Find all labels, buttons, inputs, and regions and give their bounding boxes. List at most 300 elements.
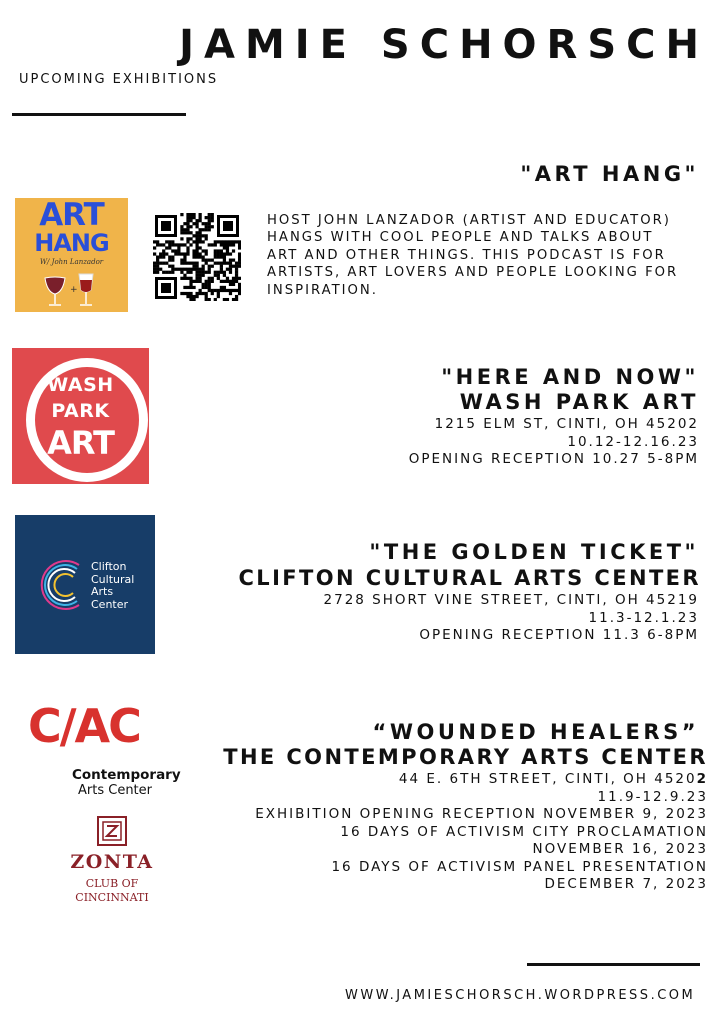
qr-module xyxy=(195,295,198,298)
qr-module xyxy=(232,259,235,262)
qr-module xyxy=(229,262,232,265)
qr-module xyxy=(217,262,220,265)
qr-module xyxy=(214,262,217,265)
here-and-now-venue: WASH PARK ART xyxy=(459,390,699,414)
qr-module xyxy=(195,274,198,277)
qr-module xyxy=(153,246,156,249)
qr-module xyxy=(205,295,208,298)
qr-module xyxy=(171,259,174,262)
qr-module xyxy=(202,228,205,231)
qr-module xyxy=(195,268,198,271)
qr-module xyxy=(165,271,168,274)
qr-module xyxy=(223,255,226,258)
qr-module xyxy=(223,243,226,246)
qr-module xyxy=(208,219,211,222)
qr-module xyxy=(214,249,217,252)
qr-module xyxy=(199,240,202,243)
zonta-club-logo xyxy=(60,815,164,911)
qr-module xyxy=(195,222,198,225)
qr-module xyxy=(232,280,235,283)
qr-module xyxy=(195,240,198,243)
qr-module xyxy=(159,268,162,271)
qr-module xyxy=(229,259,232,262)
qr-module xyxy=(192,252,195,255)
qr-module xyxy=(183,268,186,271)
qr-module xyxy=(205,234,208,237)
qr-module xyxy=(180,225,183,228)
qr-module xyxy=(202,240,205,243)
qr-module xyxy=(235,280,238,283)
qr-module xyxy=(195,277,198,280)
qr-module xyxy=(205,228,208,231)
qr-module xyxy=(229,252,232,255)
qr-module xyxy=(199,213,202,216)
qr-module xyxy=(229,271,232,274)
qr-module xyxy=(168,243,171,246)
qr-module xyxy=(217,240,220,243)
qr-module xyxy=(180,243,183,246)
golden-ticket-details xyxy=(324,592,699,645)
qr-module xyxy=(235,262,238,265)
golden-ticket-reception: OPENING RECEPTION 11.3 6-8PM xyxy=(419,627,699,644)
wounded-healers-address xyxy=(255,771,708,789)
qr-module xyxy=(199,271,202,274)
qr-module xyxy=(205,252,208,255)
qr-module xyxy=(195,237,198,240)
art-hang-qr-code[interactable] xyxy=(153,213,241,301)
cac-logo-mark: C/AC xyxy=(28,699,140,753)
qr-module xyxy=(226,249,229,252)
qr-module xyxy=(229,292,232,295)
qr-module xyxy=(180,231,183,234)
qr-module xyxy=(189,271,192,274)
qr-module xyxy=(186,295,189,298)
qr-module xyxy=(208,259,211,262)
qr-module xyxy=(174,243,177,246)
qr-module xyxy=(199,252,202,255)
qr-module xyxy=(217,289,220,292)
qr-module xyxy=(205,222,208,225)
qr-module xyxy=(192,262,195,265)
wounded-healers-details xyxy=(255,771,708,894)
qr-module xyxy=(220,265,223,268)
qr-module xyxy=(168,246,171,249)
qr-module xyxy=(171,243,174,246)
qr-module xyxy=(199,268,202,271)
qr-module xyxy=(211,265,214,268)
qr-module xyxy=(208,289,211,292)
qr-module xyxy=(186,228,189,231)
wounded-healers-venue: THE CONTEMPORARY ARTS CENTER xyxy=(223,745,708,769)
qr-module xyxy=(174,268,177,271)
qr-module xyxy=(235,289,238,292)
qr-module xyxy=(162,243,165,246)
wounded-healers-line2: 16 DAYS OF ACTIVISM CITY PROCLAMATION xyxy=(340,823,708,840)
qr-module xyxy=(226,277,229,280)
qr-module xyxy=(205,298,208,301)
qr-module xyxy=(189,213,192,216)
qr-module xyxy=(189,225,192,228)
qr-module xyxy=(223,240,226,243)
qr-module xyxy=(238,286,241,289)
qr-module xyxy=(186,262,189,265)
qr-module xyxy=(235,268,238,271)
qr-module xyxy=(189,298,192,301)
qr-module xyxy=(232,243,235,246)
qr-module xyxy=(192,240,195,243)
qr-module xyxy=(205,216,208,219)
qr-module xyxy=(208,265,211,268)
wash-park-logo-line1: WASH xyxy=(47,374,114,396)
qr-module xyxy=(183,243,186,246)
clifton-logo-line3: Arts xyxy=(91,585,114,599)
qr-module xyxy=(186,249,189,252)
qr-module xyxy=(220,262,223,265)
qr-module xyxy=(229,240,232,243)
qr-module xyxy=(202,249,205,252)
qr-module xyxy=(186,271,189,274)
qr-module xyxy=(211,219,214,222)
qr-module xyxy=(238,252,241,255)
qr-module xyxy=(226,252,229,255)
qr-module xyxy=(180,237,183,240)
qr-module xyxy=(177,268,180,271)
qr-module xyxy=(235,295,238,298)
qr-module xyxy=(186,219,189,222)
qr-module xyxy=(186,216,189,219)
qr-module xyxy=(208,243,211,246)
art-hang-logo xyxy=(15,198,128,312)
qr-module xyxy=(223,298,226,301)
qr-module xyxy=(186,286,189,289)
qr-module xyxy=(232,289,235,292)
qr-module xyxy=(192,216,195,219)
qr-module xyxy=(156,255,159,258)
qr-module xyxy=(162,255,165,258)
qr-module xyxy=(159,262,162,265)
qr-module xyxy=(195,225,198,228)
qr-module xyxy=(192,298,195,301)
qr-module xyxy=(174,252,177,255)
qr-module xyxy=(238,292,241,295)
qr-module xyxy=(183,231,186,234)
wine-glasses-icon xyxy=(15,270,128,310)
qr-module xyxy=(195,262,198,265)
qr-module xyxy=(171,249,174,252)
wounded-healers-line5: DECEMBER 7, 2023 xyxy=(544,876,708,893)
qr-module xyxy=(205,249,208,252)
qr-module xyxy=(220,255,223,258)
qr-module xyxy=(189,268,192,271)
art-hang-logo-line2: HANG xyxy=(34,229,109,257)
wash-park-logo-line3: ART xyxy=(47,424,114,462)
qr-module xyxy=(229,265,232,268)
qr-module xyxy=(226,298,229,301)
zonta-emblem-icon xyxy=(96,815,128,847)
qr-module xyxy=(162,252,165,255)
qr-module xyxy=(180,228,183,231)
qr-module xyxy=(226,243,229,246)
qr-module xyxy=(180,268,183,271)
qr-module xyxy=(199,255,202,258)
contemporary-arts-center-logo xyxy=(28,699,198,801)
qr-module xyxy=(195,231,198,234)
qr-module xyxy=(192,268,195,271)
qr-module xyxy=(202,271,205,274)
qr-module xyxy=(165,240,168,243)
wounded-healers-line1: EXHIBITION OPENING RECEPTION NOVEMBER 9, 2023 xyxy=(255,806,708,823)
qr-module xyxy=(220,268,223,271)
qr-module xyxy=(199,231,202,234)
qr-module xyxy=(153,271,156,274)
golden-ticket-venue: CLIFTON CULTURAL ARTS CENTER xyxy=(238,566,701,590)
qr-module xyxy=(195,249,198,252)
qr-module xyxy=(195,252,198,255)
qr-module xyxy=(208,271,211,274)
qr-module xyxy=(171,268,174,271)
here-and-now-title: "HERE AND NOW" xyxy=(441,365,699,389)
qr-module xyxy=(195,234,198,237)
qr-module xyxy=(156,268,159,271)
golden-ticket-address: 2728 SHORT VINE STREET, CINTI, OH 45219 xyxy=(323,592,699,608)
qr-module xyxy=(202,255,205,258)
qr-module xyxy=(180,277,183,280)
qr-module xyxy=(208,228,211,231)
qr-module xyxy=(229,268,232,271)
wounded-healers-title: “WOUNDED HEALERS” xyxy=(372,720,699,744)
qr-module xyxy=(238,265,241,268)
qr-module xyxy=(183,255,186,258)
wounded-healers-line4: 16 DAYS OF ACTIVISM PANEL PRESENTATION xyxy=(331,858,708,875)
qr-module xyxy=(232,249,235,252)
website-link[interactable]: WWW.JAMIESCHORSCH.WORDPRESS.COM xyxy=(345,988,696,1003)
qr-module xyxy=(153,252,156,255)
qr-module xyxy=(195,271,198,274)
qr-module xyxy=(220,249,223,252)
qr-module xyxy=(208,222,211,225)
qr-module xyxy=(211,259,214,262)
qr-module xyxy=(211,292,214,295)
qr-module xyxy=(189,219,192,222)
qr-module xyxy=(177,246,180,249)
page-subtitle: UPCOMING EXHIBITIONS xyxy=(19,72,219,87)
qr-module xyxy=(202,234,205,237)
qr-module xyxy=(217,271,220,274)
qr-module xyxy=(235,277,238,280)
clifton-logo-line1: Clifton xyxy=(91,560,127,573)
clifton-logo-line4: Center xyxy=(91,597,129,611)
qr-module xyxy=(180,213,183,216)
qr-module xyxy=(189,277,192,280)
here-and-now-address: 1215 ELM ST, CINTI, OH 45202 xyxy=(434,416,699,432)
qr-module xyxy=(171,271,174,274)
svg-text:+: + xyxy=(70,285,78,295)
clifton-arcs-icon xyxy=(35,555,95,615)
art-hang-description: HOST JOHN LANZADOR (ARTIST AND EDUCATOR) HANGS WITH COOL PEOPLE AND TALKS ABOUT ART AND OTHER THINGS. THIS PODCAST IS FOR ARTISTS, ART LOVERS AND PEOPLE LOOKING FOR INSPIRATION. xyxy=(267,213,679,298)
qr-module xyxy=(208,280,211,283)
wounded-healers-address-last: 2 xyxy=(696,771,708,787)
qr-module xyxy=(202,286,205,289)
qr-module xyxy=(208,216,211,219)
qr-module xyxy=(153,262,156,265)
qr-module xyxy=(217,292,220,295)
qr-module xyxy=(214,274,217,277)
qr-module xyxy=(235,298,238,301)
qr-module xyxy=(202,265,205,268)
qr-module xyxy=(214,298,217,301)
qr-module xyxy=(211,243,214,246)
qr-module xyxy=(226,268,229,271)
qr-module xyxy=(238,243,241,246)
qr-module xyxy=(235,240,238,243)
qr-module xyxy=(180,252,183,255)
qr-module xyxy=(214,289,217,292)
qr-module xyxy=(183,222,186,225)
qr-module xyxy=(186,246,189,249)
qr-module xyxy=(226,280,229,283)
art-hang-title: "ART HANG" xyxy=(520,162,699,186)
qr-module xyxy=(168,255,171,258)
qr-module xyxy=(192,222,195,225)
qr-module xyxy=(168,265,171,268)
qr-module xyxy=(180,292,183,295)
qr-module xyxy=(189,231,192,234)
qr-module xyxy=(208,283,211,286)
qr-module xyxy=(183,228,186,231)
wounded-healers-line3: NOVEMBER 16, 2023 xyxy=(532,841,708,858)
qr-module xyxy=(214,240,217,243)
qr-module xyxy=(189,216,192,219)
qr-module xyxy=(199,274,202,277)
qr-module xyxy=(192,295,195,298)
qr-module xyxy=(229,280,232,283)
qr-module xyxy=(183,252,186,255)
qr-module xyxy=(168,259,171,262)
qr-module xyxy=(199,237,202,240)
qr-module xyxy=(192,265,195,268)
qr-module xyxy=(156,240,159,243)
zonta-line2: CINCINNATI xyxy=(75,891,149,904)
qr-module xyxy=(171,255,174,258)
footer-divider xyxy=(527,963,700,966)
qr-module xyxy=(171,265,174,268)
qr-module xyxy=(177,252,180,255)
art-hang-logo-line1: ART xyxy=(39,198,104,233)
header-divider xyxy=(12,113,186,116)
qr-code-icon xyxy=(153,213,241,301)
qr-module xyxy=(186,225,189,228)
golden-ticket-dates: 11.3-12.1.23 xyxy=(588,609,699,626)
qr-module xyxy=(202,292,205,295)
qr-module xyxy=(238,289,241,292)
qr-module xyxy=(205,271,208,274)
qr-module xyxy=(186,268,189,271)
qr-module xyxy=(220,289,223,292)
qr-module xyxy=(232,283,235,286)
qr-module xyxy=(199,216,202,219)
qr-module xyxy=(156,243,159,246)
qr-module xyxy=(199,292,202,295)
wash-park-logo-line2: PARK xyxy=(51,400,110,422)
qr-module xyxy=(238,283,241,286)
qr-module xyxy=(223,286,226,289)
qr-module xyxy=(186,240,189,243)
qr-module xyxy=(217,255,220,258)
qr-module xyxy=(205,262,208,265)
qr-module xyxy=(205,286,208,289)
qr-module xyxy=(189,292,192,295)
qr-module xyxy=(165,252,168,255)
clifton-logo-line2: Cultural xyxy=(91,572,135,586)
qr-module xyxy=(205,237,208,240)
qr-module xyxy=(153,265,156,268)
cac-logo-line1: Contemporary xyxy=(72,767,181,783)
qr-module xyxy=(226,246,229,249)
qr-module xyxy=(214,252,217,255)
qr-module xyxy=(235,265,238,268)
qr-module xyxy=(238,262,241,265)
qr-module xyxy=(195,292,198,295)
qr-module xyxy=(189,286,192,289)
qr-module xyxy=(232,265,235,268)
qr-module xyxy=(217,274,220,277)
qr-module xyxy=(159,252,162,255)
qr-module xyxy=(202,268,205,271)
qr-module xyxy=(223,259,226,262)
qr-module xyxy=(168,240,171,243)
qr-module xyxy=(195,243,198,246)
qr-module xyxy=(186,222,189,225)
qr-module xyxy=(208,286,211,289)
qr-module xyxy=(217,249,220,252)
qr-module xyxy=(192,255,195,258)
qr-module xyxy=(229,283,232,286)
qr-module xyxy=(199,289,202,292)
qr-module xyxy=(195,265,198,268)
qr-module xyxy=(208,277,211,280)
qr-module xyxy=(202,283,205,286)
qr-module xyxy=(195,219,198,222)
qr-module xyxy=(186,213,189,216)
qr-module xyxy=(208,225,211,228)
qr-module xyxy=(177,243,180,246)
qr-module xyxy=(205,259,208,262)
qr-module xyxy=(159,255,162,258)
qr-module xyxy=(223,289,226,292)
qr-module xyxy=(199,219,202,222)
qr-module xyxy=(177,249,180,252)
qr-module xyxy=(220,280,223,283)
qr-module xyxy=(153,240,156,243)
qr-module xyxy=(232,240,235,243)
qr-module xyxy=(238,259,241,262)
qr-module xyxy=(208,298,211,301)
qr-module xyxy=(171,240,174,243)
qr-module xyxy=(183,292,186,295)
qr-module xyxy=(229,243,232,246)
qr-module xyxy=(223,280,226,283)
qr-module xyxy=(168,271,171,274)
qr-module xyxy=(238,240,241,243)
here-and-now-dates: 10.12-12.16.23 xyxy=(567,433,699,450)
qr-module xyxy=(217,252,220,255)
qr-module xyxy=(214,271,217,274)
qr-module xyxy=(205,225,208,228)
qr-module xyxy=(186,231,189,234)
qr-module xyxy=(232,277,235,280)
qr-module xyxy=(211,225,214,228)
qr-module xyxy=(162,249,165,252)
